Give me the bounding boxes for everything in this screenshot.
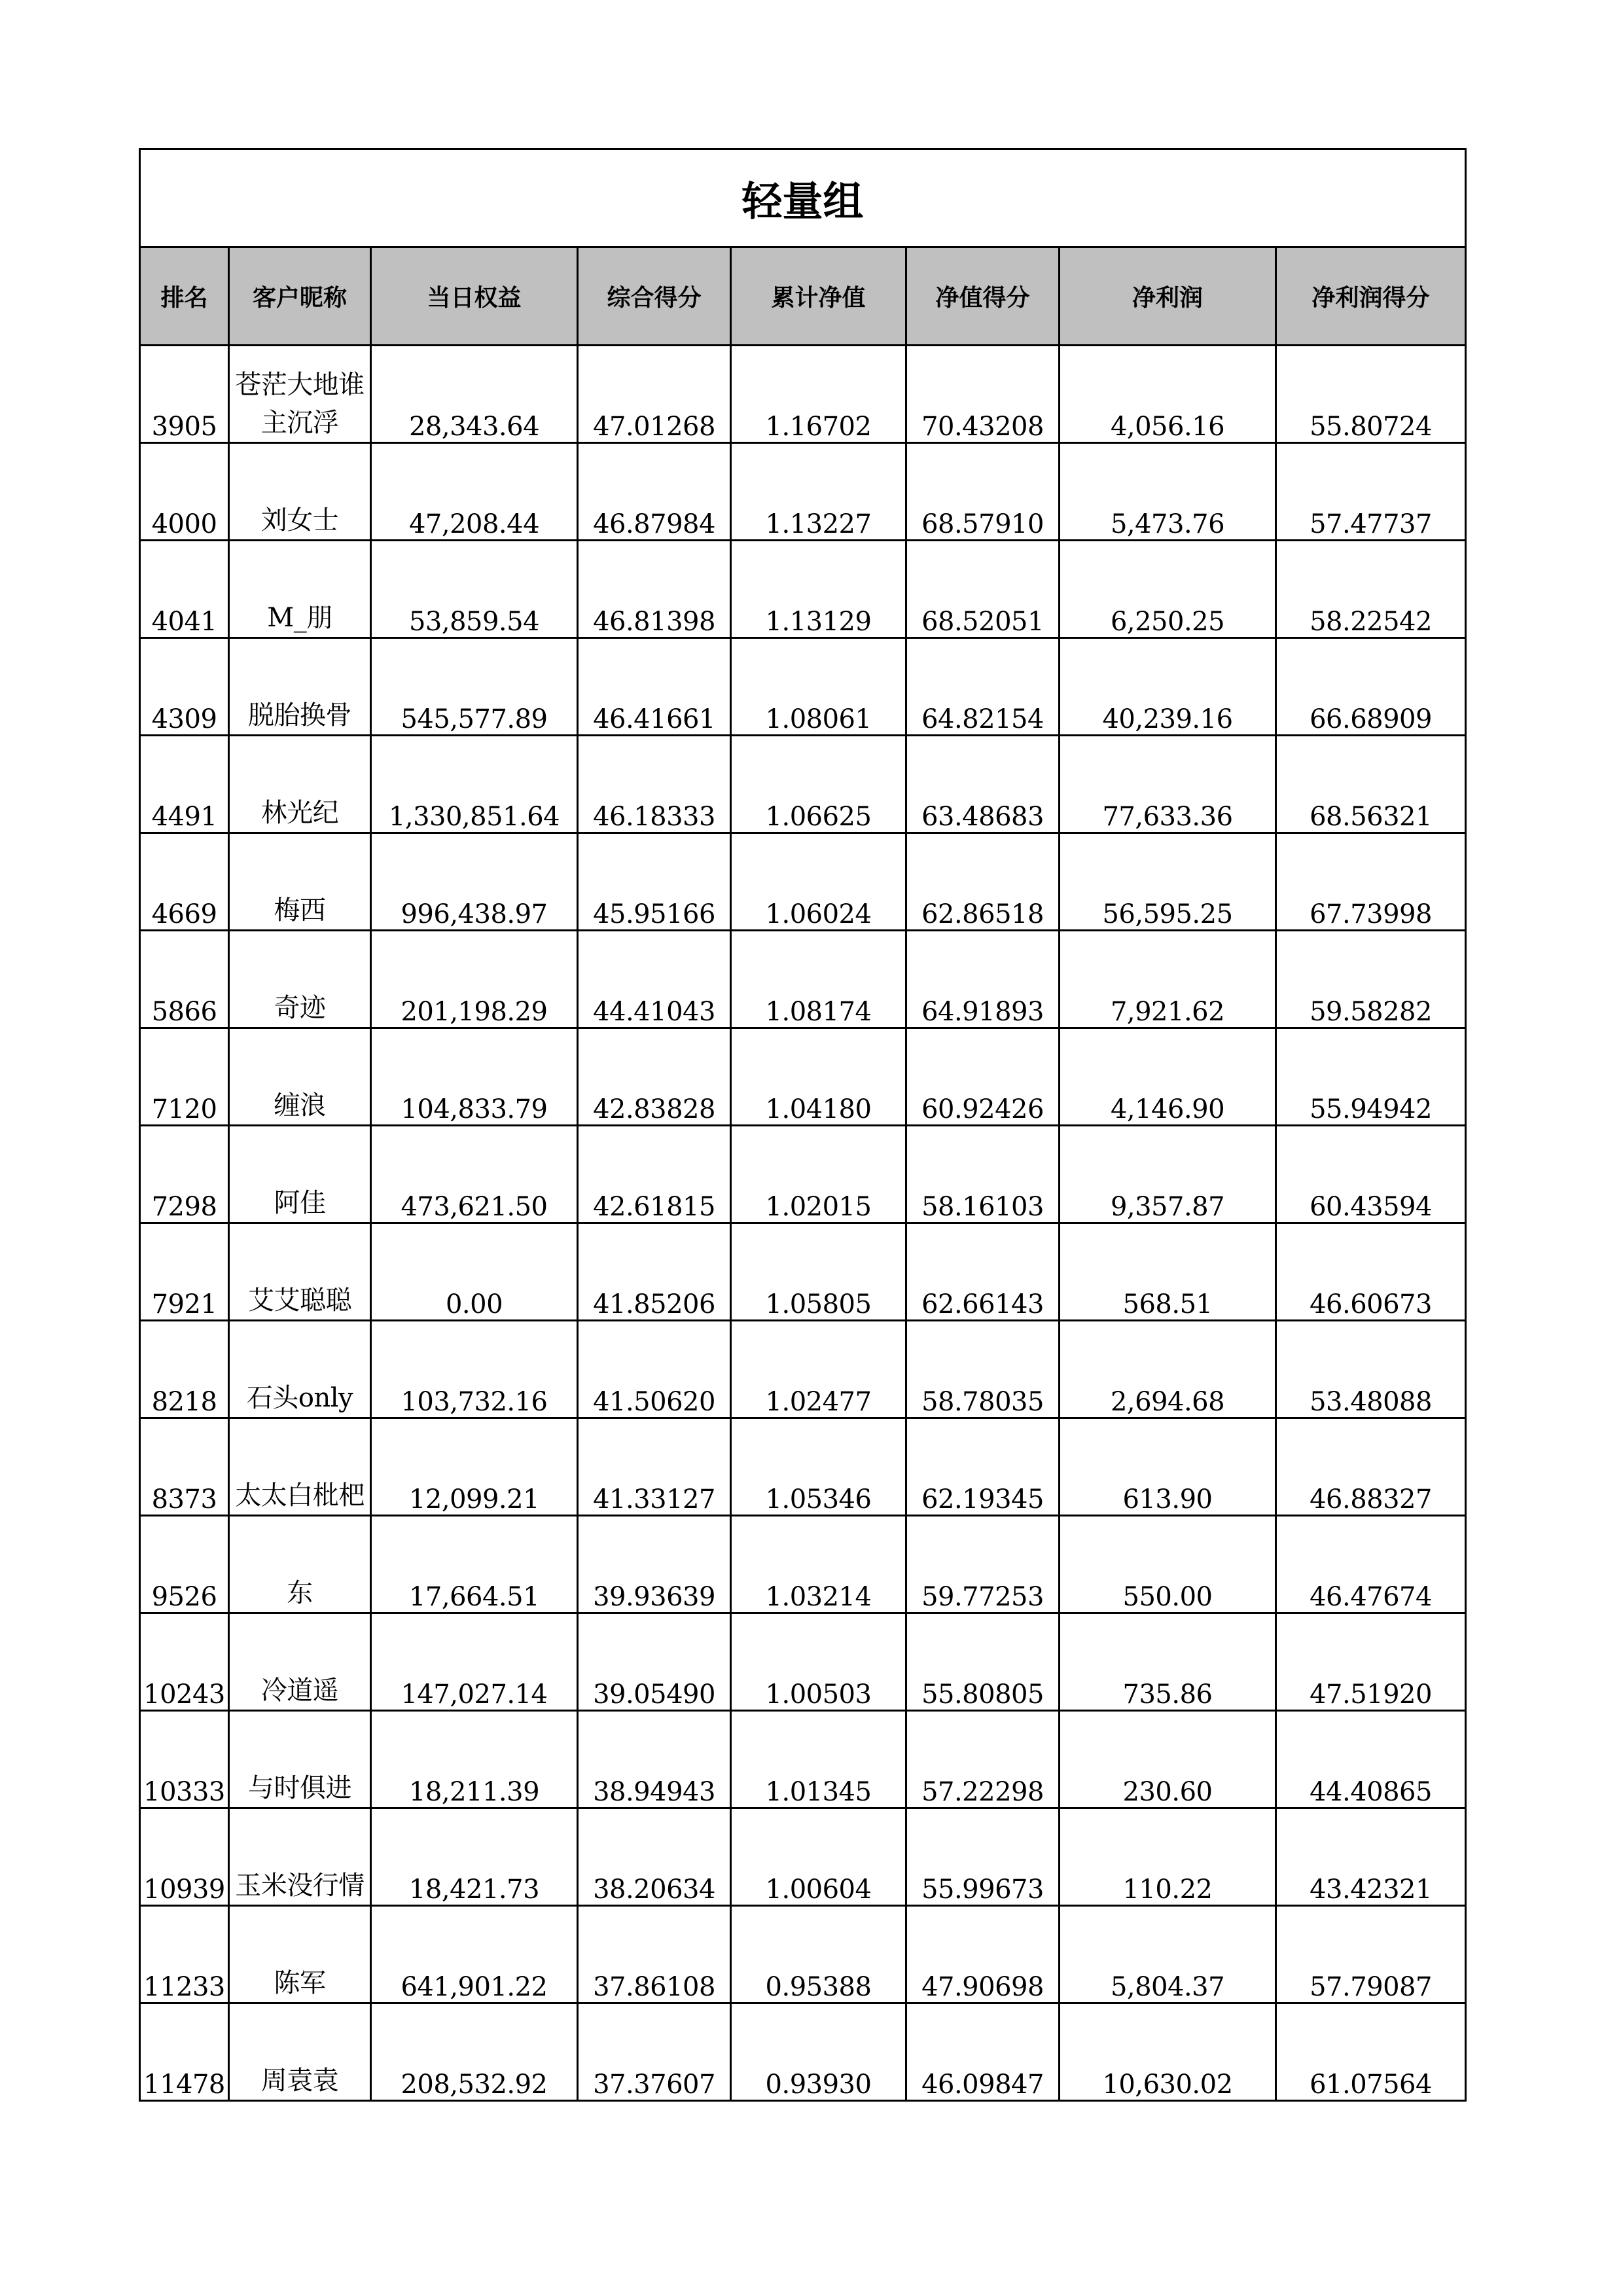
cumulative-nav-cell: 1.06024 xyxy=(731,833,906,931)
net-profit-score-cell: 46.60673 xyxy=(1276,1223,1466,1321)
rank-cell: 9526 xyxy=(140,1516,229,1613)
net-profit-score-cell: 46.47674 xyxy=(1276,1516,1466,1613)
nav-score-cell: 57.22298 xyxy=(906,1711,1060,1808)
table-row xyxy=(140,1711,1466,1808)
table-row xyxy=(140,833,1466,931)
cumulative-nav-cell: 1.05805 xyxy=(731,1223,906,1321)
net-profit-score-cell: 47.51920 xyxy=(1276,1613,1466,1711)
rank-cell: 7921 xyxy=(140,1223,229,1321)
nav-score-cell: 55.80805 xyxy=(906,1613,1060,1711)
composite-score-cell: 41.33127 xyxy=(578,1418,731,1516)
cumulative-nav-cell: 1.01345 xyxy=(731,1711,906,1808)
nav-score-cell: 58.16103 xyxy=(906,1126,1060,1223)
composite-score-cell: 46.41661 xyxy=(578,638,731,736)
net-profit-score-cell: 58.22542 xyxy=(1276,541,1466,638)
column-header-equity: 当日权益 xyxy=(371,247,578,346)
cumulative-nav-cell: 1.13129 xyxy=(731,541,906,638)
rank-cell: 4669 xyxy=(140,833,229,931)
nickname-cell: 周袁袁 xyxy=(229,2003,371,2101)
equity-cell: 18,421.73 xyxy=(371,1808,578,1906)
nickname-cell: 与时俱进 xyxy=(229,1711,371,1808)
equity-cell: 641,901.22 xyxy=(371,1906,578,2003)
net-profit-cell: 230.60 xyxy=(1060,1711,1276,1808)
nickname-cell: 阿佳 xyxy=(229,1126,371,1223)
column-header-rank: 排名 xyxy=(140,247,229,346)
net-profit-cell: 5,473.76 xyxy=(1060,443,1276,541)
equity-cell: 53,859.54 xyxy=(371,541,578,638)
rank-cell: 8218 xyxy=(140,1321,229,1418)
ranking-table xyxy=(139,148,1467,2102)
column-header-cumulative-nav: 累计净值 xyxy=(731,247,906,346)
rank-cell: 7120 xyxy=(140,1028,229,1126)
cumulative-nav-cell: 1.04180 xyxy=(731,1028,906,1126)
table-row xyxy=(140,638,1466,736)
nav-score-cell: 68.57910 xyxy=(906,443,1060,541)
net-profit-score-cell: 68.56321 xyxy=(1276,736,1466,833)
net-profit-score-cell: 57.79087 xyxy=(1276,1906,1466,2003)
table-row xyxy=(140,736,1466,833)
composite-score-cell: 47.01268 xyxy=(578,346,731,443)
nav-score-cell: 47.90698 xyxy=(906,1906,1060,2003)
nickname-cell: 艾艾聪聪 xyxy=(229,1223,371,1321)
rank-cell: 10939 xyxy=(140,1808,229,1906)
cumulative-nav-cell: 0.95388 xyxy=(731,1906,906,2003)
nav-score-cell: 64.82154 xyxy=(906,638,1060,736)
nav-score-cell: 62.66143 xyxy=(906,1223,1060,1321)
cumulative-nav-cell: 1.06625 xyxy=(731,736,906,833)
net-profit-cell: 5,804.37 xyxy=(1060,1906,1276,2003)
net-profit-cell: 77,633.36 xyxy=(1060,736,1276,833)
net-profit-cell: 9,357.87 xyxy=(1060,1126,1276,1223)
nav-score-cell: 46.09847 xyxy=(906,2003,1060,2101)
nav-score-cell: 64.91893 xyxy=(906,931,1060,1028)
net-profit-score-cell: 67.73998 xyxy=(1276,833,1466,931)
net-profit-cell: 40,239.16 xyxy=(1060,638,1276,736)
equity-cell: 201,198.29 xyxy=(371,931,578,1028)
equity-cell: 1,330,851.64 xyxy=(371,736,578,833)
table-row xyxy=(140,1126,1466,1223)
nickname-cell: 梅西 xyxy=(229,833,371,931)
column-header-composite-score: 综合得分 xyxy=(578,247,731,346)
composite-score-cell: 46.18333 xyxy=(578,736,731,833)
nav-score-cell: 58.78035 xyxy=(906,1321,1060,1418)
table-row xyxy=(140,1223,1466,1321)
composite-score-cell: 39.93639 xyxy=(578,1516,731,1613)
net-profit-cell: 10,630.02 xyxy=(1060,2003,1276,2101)
composite-score-cell: 38.94943 xyxy=(578,1711,731,1808)
composite-score-cell: 39.05490 xyxy=(578,1613,731,1711)
cumulative-nav-cell: 1.03214 xyxy=(731,1516,906,1613)
net-profit-cell: 7,921.62 xyxy=(1060,931,1276,1028)
net-profit-score-cell: 53.48088 xyxy=(1276,1321,1466,1418)
composite-score-cell: 46.87984 xyxy=(578,443,731,541)
rank-cell: 5866 xyxy=(140,931,229,1028)
net-profit-score-cell: 57.47737 xyxy=(1276,443,1466,541)
equity-cell: 103,732.16 xyxy=(371,1321,578,1418)
composite-score-cell: 37.86108 xyxy=(578,1906,731,2003)
equity-cell: 18,211.39 xyxy=(371,1711,578,1808)
column-header-nav-score: 净值得分 xyxy=(906,247,1060,346)
nav-score-cell: 62.86518 xyxy=(906,833,1060,931)
equity-cell: 147,027.14 xyxy=(371,1613,578,1711)
header-row xyxy=(140,247,1466,346)
table-row xyxy=(140,541,1466,638)
cumulative-nav-cell: 1.02015 xyxy=(731,1126,906,1223)
net-profit-cell: 2,694.68 xyxy=(1060,1321,1276,1418)
rank-cell: 4491 xyxy=(140,736,229,833)
rank-cell: 7298 xyxy=(140,1126,229,1223)
cumulative-nav-cell: 0.93930 xyxy=(731,2003,906,2101)
nickname-cell: 刘女士 xyxy=(229,443,371,541)
composite-score-cell: 37.37607 xyxy=(578,2003,731,2101)
equity-cell: 17,664.51 xyxy=(371,1516,578,1613)
net-profit-cell: 568.51 xyxy=(1060,1223,1276,1321)
nickname-cell: 脱胎换骨 xyxy=(229,638,371,736)
nav-score-cell: 59.77253 xyxy=(906,1516,1060,1613)
net-profit-score-cell: 44.40865 xyxy=(1276,1711,1466,1808)
table-row xyxy=(140,1418,1466,1516)
rank-cell: 10243 xyxy=(140,1613,229,1711)
column-header-nickname: 客户昵称 xyxy=(229,247,371,346)
net-profit-cell: 4,056.16 xyxy=(1060,346,1276,443)
table-row xyxy=(140,1028,1466,1126)
composite-score-cell: 38.20634 xyxy=(578,1808,731,1906)
net-profit-score-cell: 55.80724 xyxy=(1276,346,1466,443)
rank-cell: 4041 xyxy=(140,541,229,638)
cumulative-nav-cell: 1.08061 xyxy=(731,638,906,736)
cumulative-nav-cell: 1.00503 xyxy=(731,1613,906,1711)
table-title: 轻量组 xyxy=(140,149,1466,247)
composite-score-cell: 44.41043 xyxy=(578,931,731,1028)
equity-cell: 208,532.92 xyxy=(371,2003,578,2101)
nickname-cell: 苍茫大地谁主沉浮 xyxy=(229,346,371,443)
nav-score-cell: 68.52051 xyxy=(906,541,1060,638)
net-profit-cell: 4,146.90 xyxy=(1060,1028,1276,1126)
table-row xyxy=(140,931,1466,1028)
nickname-cell: 奇迹 xyxy=(229,931,371,1028)
net-profit-cell: 110.22 xyxy=(1060,1808,1276,1906)
nickname-cell: 陈军 xyxy=(229,1906,371,2003)
nickname-cell: 太太白枇杷 xyxy=(229,1418,371,1516)
equity-cell: 0.00 xyxy=(371,1223,578,1321)
table-row xyxy=(140,2003,1466,2101)
nickname-cell: 东 xyxy=(229,1516,371,1613)
nickname-cell: 石头only xyxy=(229,1321,371,1418)
net-profit-cell: 56,595.25 xyxy=(1060,833,1276,931)
cumulative-nav-cell: 1.02477 xyxy=(731,1321,906,1418)
rank-cell: 4000 xyxy=(140,443,229,541)
cumulative-nav-cell: 1.05346 xyxy=(731,1418,906,1516)
net-profit-score-cell: 61.07564 xyxy=(1276,2003,1466,2101)
table-row xyxy=(140,1906,1466,2003)
nickname-cell: 缠浪 xyxy=(229,1028,371,1126)
table-row xyxy=(140,1321,1466,1418)
rank-cell: 11233 xyxy=(140,1906,229,2003)
rank-cell: 3905 xyxy=(140,346,229,443)
rank-cell: 4309 xyxy=(140,638,229,736)
table-body xyxy=(140,346,1466,2101)
composite-score-cell: 41.85206 xyxy=(578,1223,731,1321)
composite-score-cell: 46.81398 xyxy=(578,541,731,638)
composite-score-cell: 42.61815 xyxy=(578,1126,731,1223)
nav-score-cell: 60.92426 xyxy=(906,1028,1060,1126)
table-row xyxy=(140,1808,1466,1906)
nickname-cell: 林光纪 xyxy=(229,736,371,833)
cumulative-nav-cell: 1.16702 xyxy=(731,346,906,443)
equity-cell: 47,208.44 xyxy=(371,443,578,541)
nickname-cell: 玉米没行情 xyxy=(229,1808,371,1906)
equity-cell: 473,621.50 xyxy=(371,1126,578,1223)
net-profit-cell: 6,250.25 xyxy=(1060,541,1276,638)
table-row xyxy=(140,1613,1466,1711)
net-profit-score-cell: 66.68909 xyxy=(1276,638,1466,736)
equity-cell: 12,099.21 xyxy=(371,1418,578,1516)
column-header-net-profit-score: 净利润得分 xyxy=(1276,247,1466,346)
nickname-cell: M_朋 xyxy=(229,541,371,638)
rank-cell: 11478 xyxy=(140,2003,229,2101)
net-profit-score-cell: 60.43594 xyxy=(1276,1126,1466,1223)
nav-score-cell: 55.99673 xyxy=(906,1808,1060,1906)
net-profit-score-cell: 46.88327 xyxy=(1276,1418,1466,1516)
nickname-cell: 冷道遥 xyxy=(229,1613,371,1711)
nav-score-cell: 63.48683 xyxy=(906,736,1060,833)
composite-score-cell: 45.95166 xyxy=(578,833,731,931)
table-row xyxy=(140,443,1466,541)
net-profit-score-cell: 55.94942 xyxy=(1276,1028,1466,1126)
equity-cell: 545,577.89 xyxy=(371,638,578,736)
equity-cell: 996,438.97 xyxy=(371,833,578,931)
rank-cell: 10333 xyxy=(140,1711,229,1808)
net-profit-cell: 735.86 xyxy=(1060,1613,1276,1711)
net-profit-score-cell: 43.42321 xyxy=(1276,1808,1466,1906)
column-header-net-profit: 净利润 xyxy=(1060,247,1276,346)
nav-score-cell: 62.19345 xyxy=(906,1418,1060,1516)
cumulative-nav-cell: 1.08174 xyxy=(731,931,906,1028)
composite-score-cell: 42.83828 xyxy=(578,1028,731,1126)
cumulative-nav-cell: 1.13227 xyxy=(731,443,906,541)
table-row xyxy=(140,346,1466,443)
composite-score-cell: 41.50620 xyxy=(578,1321,731,1418)
net-profit-score-cell: 59.58282 xyxy=(1276,931,1466,1028)
equity-cell: 104,833.79 xyxy=(371,1028,578,1126)
net-profit-cell: 613.90 xyxy=(1060,1418,1276,1516)
nav-score-cell: 70.43208 xyxy=(906,346,1060,443)
rank-cell: 8373 xyxy=(140,1418,229,1516)
net-profit-cell: 550.00 xyxy=(1060,1516,1276,1613)
cumulative-nav-cell: 1.00604 xyxy=(731,1808,906,1906)
table-row xyxy=(140,1516,1466,1613)
equity-cell: 28,343.64 xyxy=(371,346,578,443)
